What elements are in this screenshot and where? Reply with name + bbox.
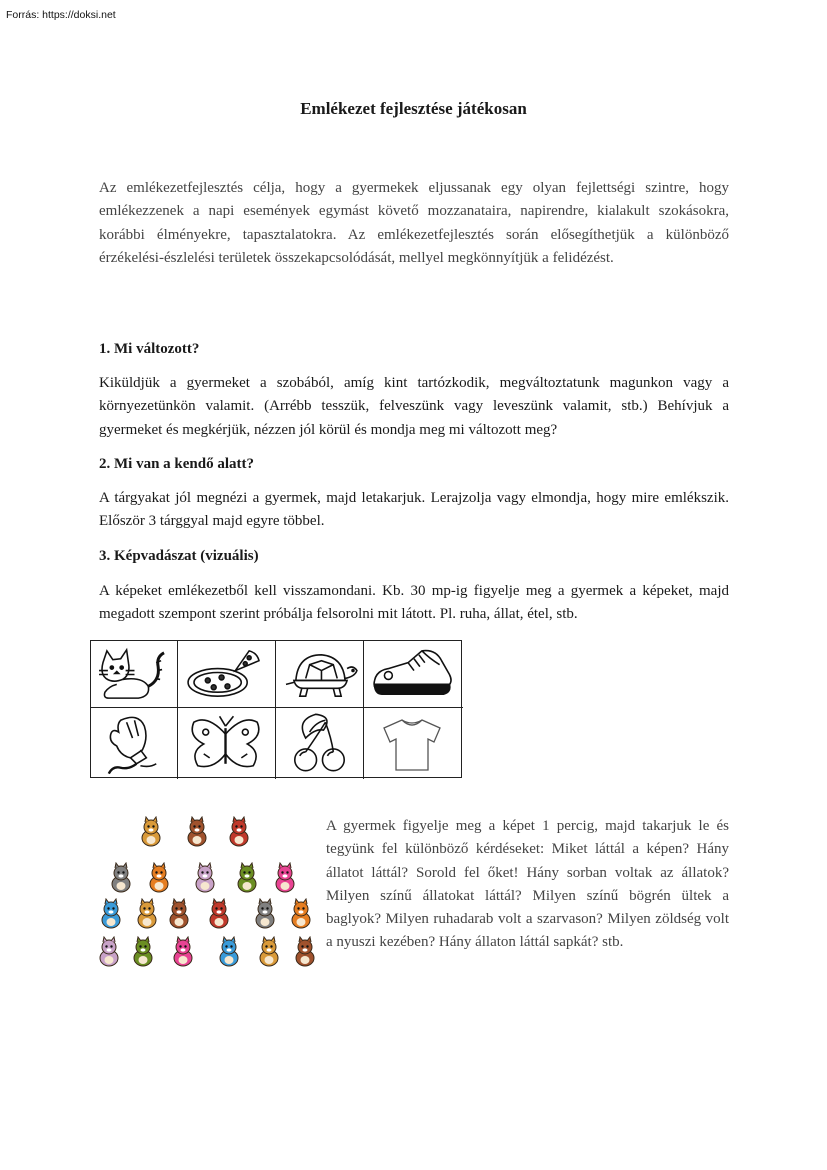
animal-figure-icon bbox=[129, 936, 157, 968]
animal-figure-icon bbox=[97, 898, 125, 930]
mitten-icon bbox=[91, 708, 178, 779]
animal-figure-icon bbox=[137, 816, 165, 848]
animal-figure-icon bbox=[107, 862, 135, 894]
animal-figure-icon bbox=[165, 898, 193, 930]
animal-figure-icon bbox=[251, 898, 279, 930]
sneaker-icon bbox=[364, 641, 463, 708]
animal-figure-icon bbox=[271, 862, 299, 894]
section-heading-3: 3. Képvadászat (vizuális) bbox=[99, 548, 259, 564]
section-text-1: Kiküldjük a gyermeket a szobából, amíg kint tartózkodik, megváltoztatunk magunkon vagy a környezetünkön valamit. (Arrébb tesszük, felveszünk vagy leveszünk valamit, stb.) Behívjuk a gyermeket és megkérjük, nézzen jól körül és mondja meg mi változott meg? bbox=[99, 375, 729, 438]
intro-paragraph: Az emlékezetfejlesztés célja, hogy a gyermekek eljussanak egy olyan fejlettségi szintre, hogy emlékezzenek a napi események egymást követő mozzanataira, napirendre, kialakult szokásokra, korábbi élményekre, tapasztalatokra. Az emlékezetfejlesztés során elősegíthetjük a különböző érzékelési-észlelési területek összekapcsolódását, mellyel megkönnyítjük a felidézést. bbox=[99, 180, 729, 266]
animal-figure-icon bbox=[183, 816, 211, 848]
animal-figure-icon bbox=[133, 898, 161, 930]
pizza-icon bbox=[178, 641, 276, 708]
source-label: Forrás: https://doksi.net bbox=[6, 9, 116, 21]
tshirt-icon bbox=[364, 708, 463, 779]
animal-figure-icon bbox=[233, 862, 261, 894]
picture-grid bbox=[90, 640, 462, 778]
animal-figure-icon bbox=[205, 898, 233, 930]
animal-figure-icon bbox=[191, 862, 219, 894]
section-heading-1: 1. Mi változott? bbox=[99, 341, 200, 357]
animal-picture bbox=[95, 812, 320, 972]
butterfly-icon bbox=[178, 708, 276, 779]
animal-figure-icon bbox=[169, 936, 197, 968]
animal-figure-icon bbox=[291, 936, 319, 968]
turtle-icon bbox=[276, 641, 364, 708]
animal-questions-paragraph: A gyermek figyelje meg a képet 1 percig, majd takarjuk le és tegyünk fel különböző kérdéseket: Miket láttál a képen? Hány állatot láttál? Sorold fel őket! Hány sorban voltak az állatok? Milyen színű állatokat láttál? Milyen színű bögrén ültek a baglyok? Milyen ruhadarab volt a szarvason? Milyen zöldség volt a nyuszi kezében? Hány állaton láttál sapkát? stb. bbox=[326, 818, 729, 951]
animal-figure-icon bbox=[225, 816, 253, 848]
cat-icon bbox=[91, 641, 178, 708]
animal-figure-icon bbox=[255, 936, 283, 968]
section-heading-2: 2. Mi van a kendő alatt? bbox=[99, 456, 255, 472]
animal-figure-icon bbox=[215, 936, 243, 968]
animal-figure-icon bbox=[95, 936, 123, 968]
cherry-icon bbox=[276, 708, 364, 779]
section-text-3: A képeket emlékezetből kell visszamondani. Kb. 30 mp-ig figyelje meg a gyermek a képeket, majd megadott szempont szerint próbálja felsorolni mit látott. Pl. ruha, állat, étel, stb. bbox=[99, 583, 729, 623]
page-title: Emlékezet fejlesztése játékosan bbox=[300, 99, 527, 118]
section-text-2: A tárgyakat jól megnézi a gyermek, majd letakarjuk. Lerajzolja vagy elmondja, hogy mire emlékszik. Először 3 tárggyal majd egyre többel. bbox=[99, 490, 729, 530]
animal-figure-icon bbox=[287, 898, 315, 930]
animal-figure-icon bbox=[145, 862, 173, 894]
